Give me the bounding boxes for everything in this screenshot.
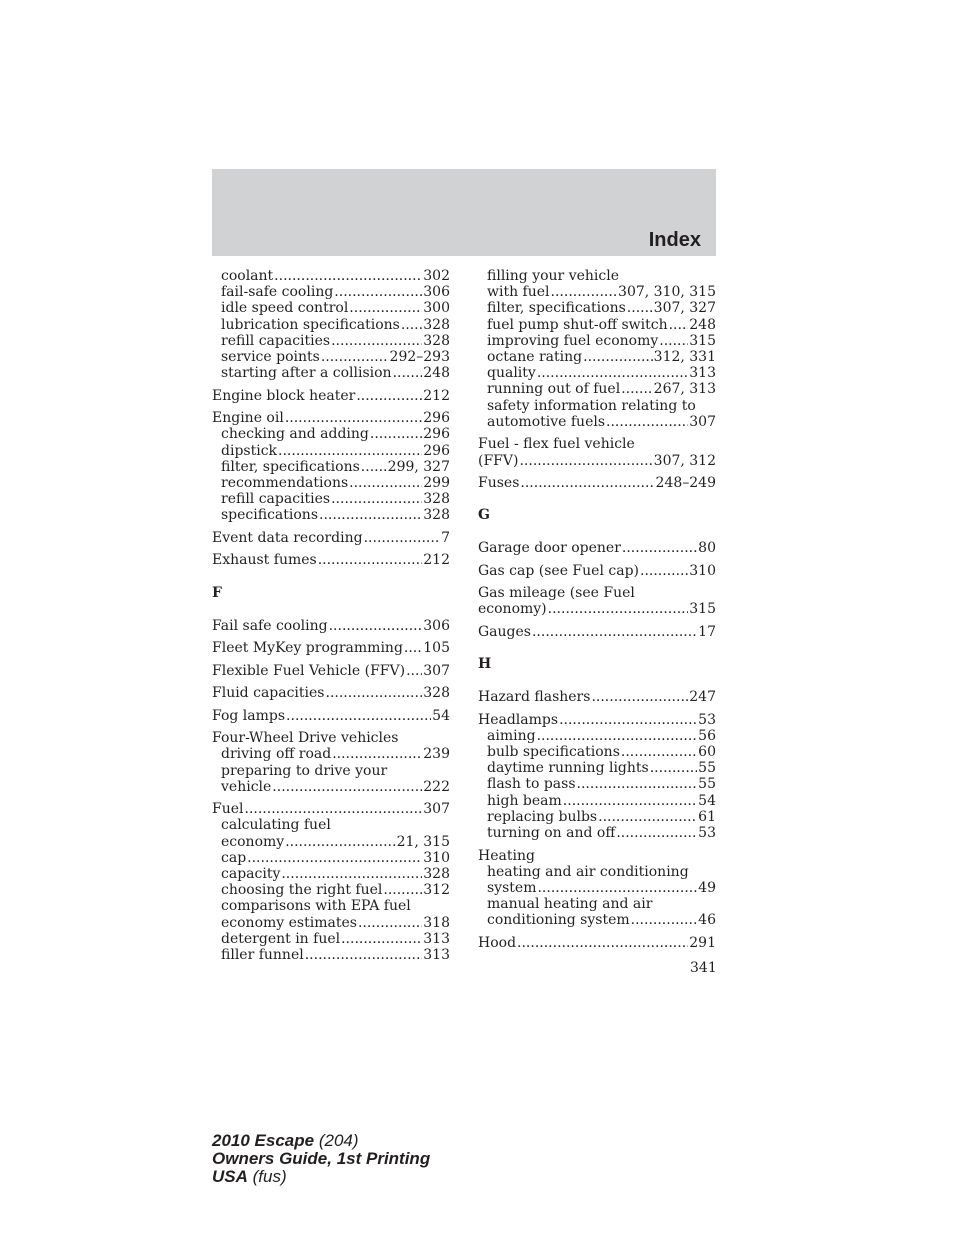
index-entry: octane rating ..... 312, 331 bbox=[478, 349, 716, 365]
index-entry: filler funnel ..... 313 bbox=[212, 947, 450, 963]
section-letter: F bbox=[212, 584, 222, 601]
index-entry: aiming ..... 56 bbox=[478, 728, 716, 744]
index-entry: Gauges ..... 17 bbox=[478, 624, 716, 640]
index-entry: quality ..... 313 bbox=[478, 365, 716, 381]
page-number: 341 bbox=[690, 960, 717, 976]
index-entry: Garage door opener ..... 80 bbox=[478, 540, 716, 556]
index-entry: Fluid capacities ..... 328 bbox=[212, 685, 450, 701]
index-heading: Fuel - flex fuel vehicle bbox=[478, 436, 635, 453]
index-entry: idle speed control ..... 300 bbox=[212, 300, 450, 316]
footer-line-guide: Owners Guide, 1st Printing bbox=[212, 1149, 431, 1168]
index-entry: detergent in fuel ..... 313 bbox=[212, 931, 450, 947]
index-entry: lubrication specifications ..... 328 bbox=[212, 317, 450, 333]
index-entry: Hood ..... 291 bbox=[478, 935, 716, 951]
index-entry: Fail safe cooling ..... 306 bbox=[212, 618, 450, 634]
index-entry: flash to pass ..... 55 bbox=[478, 776, 716, 792]
index-entry: economy estimates ..... 318 bbox=[212, 915, 450, 931]
index-entry: economy ..... 21, 315 bbox=[212, 834, 450, 850]
index-entry: Flexible Fuel Vehicle (FFV) ..... 307 bbox=[212, 663, 450, 679]
index-entry: Engine oil ..... 296 bbox=[212, 410, 450, 426]
index-entry: economy) ..... 315 bbox=[478, 601, 716, 617]
index-entry: running out of fuel ..... 267, 313 bbox=[478, 381, 716, 397]
index-entry: recommendations ..... 299 bbox=[212, 475, 450, 491]
index-entry: refill capacities ..... 328 bbox=[212, 333, 450, 349]
index-entry: filter, specifications ..... 299, 327 bbox=[212, 459, 450, 475]
index-entry: (FFV) ..... 307, 312 bbox=[478, 453, 716, 469]
header-band bbox=[212, 169, 716, 256]
index-entry: Event data recording ..... 7 bbox=[212, 530, 450, 546]
index-entry: with fuel ..... 307, 310, 315 bbox=[478, 284, 716, 300]
index-entry: Fuel ..... 307 bbox=[212, 801, 450, 817]
index-entry: dipstick ..... 296 bbox=[212, 443, 450, 459]
index-column-right bbox=[478, 268, 716, 951]
page-title: Index bbox=[648, 229, 701, 251]
index-entry: vehicle ..... 222 bbox=[212, 779, 450, 795]
index-entry: Exhaust fumes ..... 212 bbox=[212, 552, 450, 568]
index-entry: conditioning system ..... 46 bbox=[478, 912, 716, 928]
index-entry: automotive fuels ..... 307 bbox=[478, 414, 716, 430]
index-entry-text: filling your vehicle bbox=[487, 268, 619, 284]
index-entry: fail-safe cooling ..... 306 bbox=[212, 284, 450, 300]
index-entry: Fuses ..... 248–249 bbox=[478, 475, 716, 491]
index-entry: Headlamps ..... 53 bbox=[478, 712, 716, 728]
index-entry: driving off road ..... 239 bbox=[212, 746, 450, 762]
index-entry: coolant ..... 302 bbox=[212, 268, 450, 284]
section-letter: G bbox=[478, 507, 490, 524]
index-entry-text: heating and air conditioning bbox=[487, 863, 689, 880]
index-entry: starting after a collision ..... 248 bbox=[212, 365, 450, 381]
index-entry: system ..... 49 bbox=[478, 880, 716, 896]
index-entry: service points ..... 292–293 bbox=[212, 349, 450, 365]
index-entry: improving fuel economy ..... 315 bbox=[478, 333, 716, 349]
index-entry-text: manual heating and air bbox=[487, 896, 653, 913]
index-entry: Engine block heater ..... 212 bbox=[212, 388, 450, 404]
index-entry: checking and adding ..... 296 bbox=[212, 426, 450, 442]
index-entry: turning on and off ..... 53 bbox=[478, 825, 716, 841]
index-entry: Hazard flashers ..... 247 bbox=[478, 689, 716, 705]
index-entry: fuel pump shut-off switch ..... 248 bbox=[478, 317, 716, 333]
index-entry: cap ..... 310 bbox=[212, 850, 450, 866]
index-entry: filter, specifications ..... 307, 327 bbox=[478, 300, 716, 316]
footer bbox=[212, 1132, 430, 1186]
index-entry: daytime running lights ..... 55 bbox=[478, 760, 716, 776]
index-entry: Fleet MyKey programming ..... 105 bbox=[212, 640, 450, 656]
index-heading: Four-Wheel Drive vehicles bbox=[212, 730, 399, 747]
index-entry: bulb specifications ..... 60 bbox=[478, 744, 716, 760]
footer-line-model: 2010 Escape (204) bbox=[212, 1131, 359, 1150]
index-entry-text: safety information relating to bbox=[487, 397, 696, 414]
index-entry: high beam ..... 54 bbox=[478, 793, 716, 809]
index-entry: refill capacities ..... 328 bbox=[212, 491, 450, 507]
index-entry: specifications ..... 328 bbox=[212, 507, 450, 523]
index-heading: Gas mileage (see Fuel bbox=[478, 585, 635, 602]
index-entry-text: preparing to drive your bbox=[221, 762, 388, 779]
footer-line-region: USA (fus) bbox=[212, 1167, 287, 1186]
index-entry-text: comparisons with EPA fuel bbox=[221, 898, 411, 915]
index-entry-text: calculating fuel bbox=[221, 817, 331, 834]
index-entry: replacing bulbs ..... 61 bbox=[478, 809, 716, 825]
index-entry: Gas cap (see Fuel cap) ..... 310 bbox=[478, 563, 716, 579]
section-letter: H bbox=[478, 656, 492, 673]
index-entry: choosing the right fuel ..... 312 bbox=[212, 882, 450, 898]
index-entry: capacity ..... 328 bbox=[212, 866, 450, 882]
index-heading: Heating bbox=[478, 847, 535, 864]
index-entry: Fog lamps ..... 54 bbox=[212, 708, 450, 724]
index-column-left bbox=[212, 268, 450, 963]
